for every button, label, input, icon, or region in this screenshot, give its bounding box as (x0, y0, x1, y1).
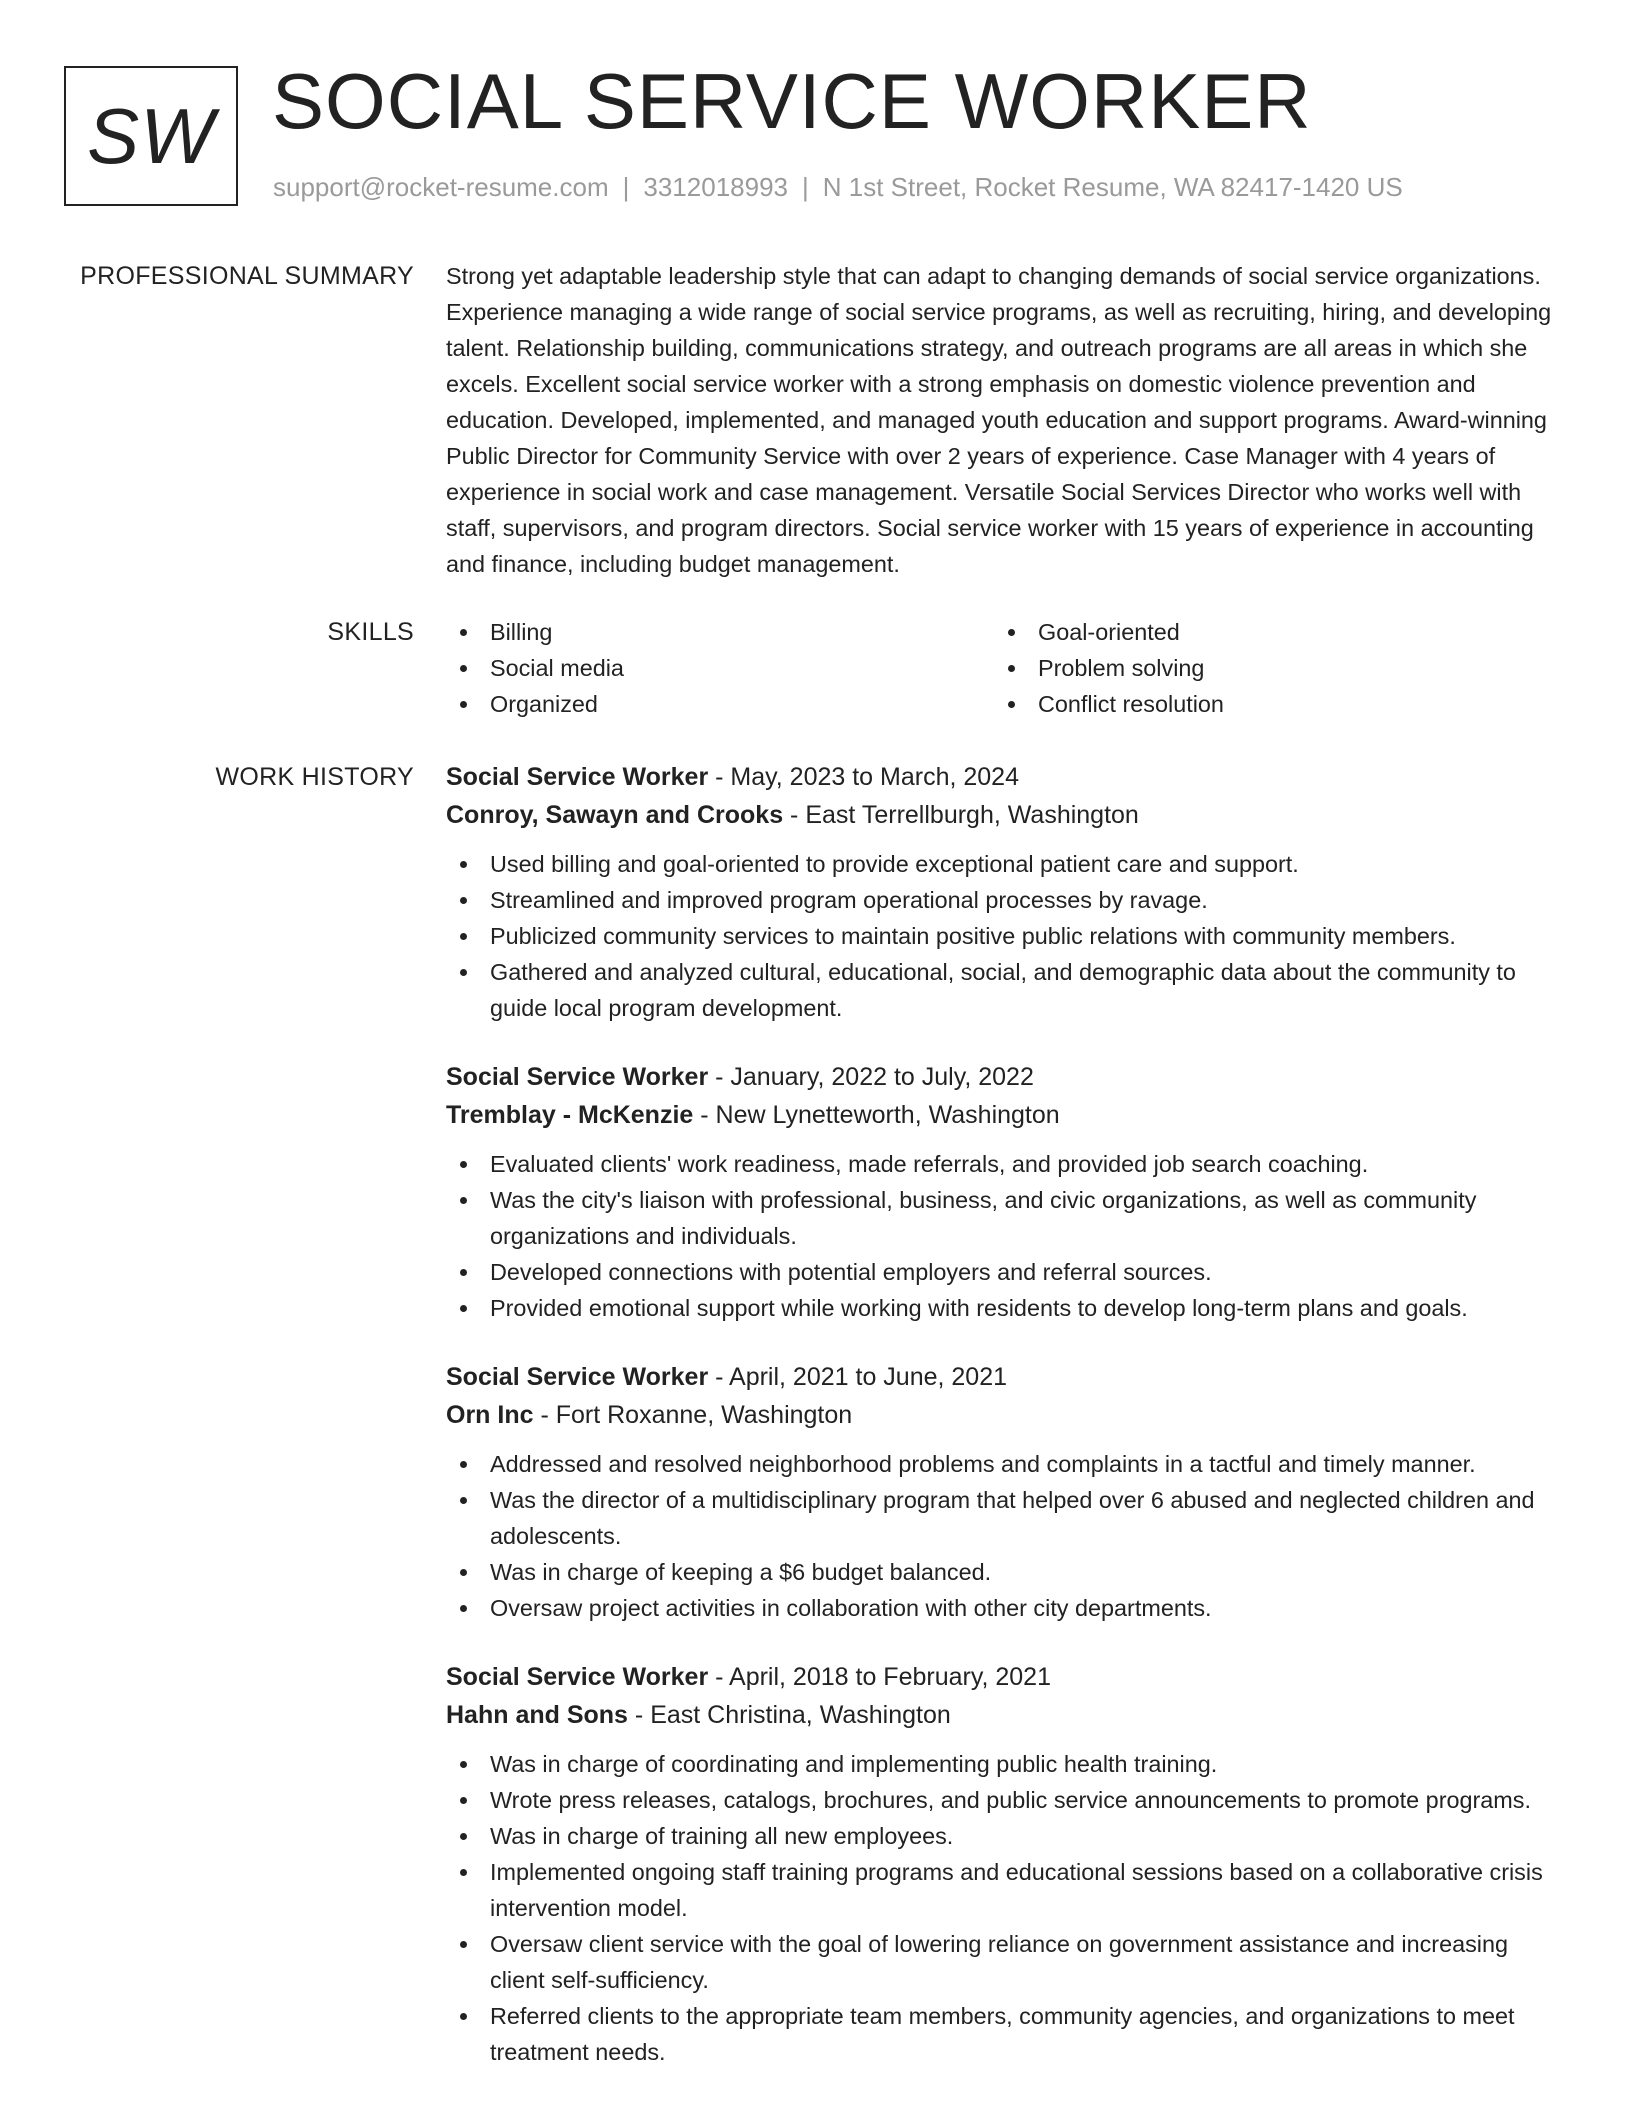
job-location: Fort Roxanne, Washington (555, 1401, 853, 1429)
skill-item: Conflict resolution (994, 686, 1542, 722)
contact-info (273, 172, 1403, 203)
dash: - (783, 801, 806, 829)
dash: - (533, 1401, 556, 1429)
job-company: Hahn and Sons (446, 1701, 628, 1729)
skills-heading: SKILLS (327, 618, 414, 646)
monogram-logo: SW (64, 66, 238, 206)
job-location: New Lynetteworth, Washington (715, 1101, 1060, 1129)
dash: - (708, 1363, 730, 1391)
job-location: East Terrellburgh, Washington (805, 801, 1139, 829)
job-title-line (446, 758, 1566, 796)
dash: - (708, 1663, 730, 1691)
job-bullet: Evaluated clients' work readiness, made referrals, and provided job search coaching. (446, 1146, 1566, 1182)
contact-separator: | (802, 172, 809, 202)
job-company: Conroy, Sawayn and Crooks (446, 801, 784, 829)
job-title: Social Service Worker (446, 1363, 709, 1391)
job-title: Social Service Worker (446, 763, 709, 791)
work-history-heading: WORK HISTORY (215, 763, 414, 791)
job-dates: May, 2023 to March, 2024 (730, 763, 1019, 791)
skills-column-2 (994, 614, 1542, 722)
job-bullet: Implemented ongoing staff training programs and educational sessions based on a collaborative crisis intervention model. (446, 1854, 1566, 1926)
job-bullet: Wrote press releases, catalogs, brochures, and public service announcements to promote programs. (446, 1782, 1566, 1818)
dash: - (693, 1101, 716, 1129)
skills-column-1 (446, 614, 994, 722)
job-bullet: Addressed and resolved neighborhood problems and complaints in a tactful and timely manner. (446, 1446, 1566, 1482)
dash: - (627, 1701, 651, 1729)
resume-header (0, 0, 1632, 230)
job-bullet: Provided emotional support while working with residents to develop long-term plans and goals. (446, 1290, 1566, 1326)
contact-email[interactable]: support@rocket-resume.com (273, 172, 609, 202)
skill-item: Billing (446, 614, 994, 650)
dash: - (708, 763, 731, 791)
job-company: Orn Inc (446, 1401, 534, 1429)
job-bullet: Was the city's liaison with professional, business, and civic organizations, as well as community organizations and individuals. (446, 1182, 1566, 1254)
summary-body (446, 258, 1566, 582)
job-company-line (446, 796, 1566, 834)
job-entry (446, 1058, 1566, 1326)
skill-item: Organized (446, 686, 994, 722)
job-bullet: Was the director of a multidisciplinary program that helped over 6 abused and neglected children and adolescents. (446, 1482, 1566, 1554)
job-bullet: Used billing and goal-oriented to provide exceptional patient care and support. (446, 846, 1566, 882)
job-bullet: Oversaw project activities in collaboration with other city departments. (446, 1590, 1566, 1626)
job-bullet: Gathered and analyzed cultural, educational, social, and demographic data about the community to guide local program development. (446, 954, 1566, 1026)
job-bullet: Referred clients to the appropriate team members, community agencies, and organizations to meet treatment needs. (446, 1998, 1566, 2070)
job-dates: January, 2022 to July, 2022 (730, 1063, 1034, 1091)
contact-address: N 1st Street, Rocket Resume, WA 82417-1420 US (822, 172, 1403, 202)
job-bullet: Streamlined and improved program operational processes by ravage. (446, 882, 1566, 918)
job-bullet: Publicized community services to maintain positive public relations with community members. (446, 918, 1566, 954)
job-title-line (446, 1058, 1566, 1096)
job-bullet: Developed connections with potential employers and referral sources. (446, 1254, 1566, 1290)
job-location: East Christina, Washington (650, 1701, 951, 1729)
job-dates: April, 2021 to June, 2021 (729, 1363, 1008, 1391)
contact-phone[interactable]: 3312018993 (643, 172, 788, 202)
skill-item: Goal-oriented (994, 614, 1542, 650)
skill-item: Social media (446, 650, 994, 686)
job-title-line (446, 1358, 1566, 1396)
job-title: Social Service Worker (446, 1663, 709, 1691)
resume-title: SOCIAL SERVICE WORKER (272, 57, 1312, 145)
job-bullet: Was in charge of keeping a $6 budget balanced. (446, 1554, 1566, 1590)
job-bullets (446, 1446, 1566, 1626)
job-title-line (446, 1658, 1566, 1696)
job-bullet: Was in charge of training all new employees. (446, 1818, 1566, 1854)
skills-grid (446, 614, 1566, 722)
job-dates: April, 2018 to February, 2021 (729, 1663, 1051, 1691)
skill-item: Problem solving (994, 650, 1542, 686)
summary-heading: PROFESSIONAL SUMMARY (80, 262, 414, 290)
job-title: Social Service Worker (446, 1063, 709, 1091)
job-company-line (446, 1696, 1566, 1734)
job-bullets (446, 846, 1566, 1026)
job-company: Tremblay - McKenzie (446, 1101, 694, 1129)
work-history-body (446, 758, 1566, 2102)
skills-body (446, 614, 1566, 722)
job-bullets (446, 1146, 1566, 1326)
job-bullets (446, 1746, 1566, 2070)
summary-text: Strong yet adaptable leadership style that can adapt to changing demands of social service organizations. Experience managing a wide range of social service programs, as well as recruiting, hiring, and developing talent. Relationship building, communications strategy, and outreach programs are all areas in which she excels. Excellent social service worker with a strong emphasis on domestic violence prevention and education. Developed, implemented, and managed youth education and support programs. Award-winning Public Director for Community Service with over 2 years of experience. Case Manager with 4 years of experience in social work and case management. Versatile Social Services Director who works well with staff, supervisors, and program directors. Social service worker with 15 years of experience in accounting and finance, including budget management. (446, 263, 1552, 577)
job-bullet: Oversaw client service with the goal of lowering reliance on government assistance and increasing client self-sufficiency. (446, 1926, 1566, 1998)
job-entry (446, 1358, 1566, 1626)
contact-separator: | (622, 172, 630, 202)
job-company-line (446, 1396, 1566, 1434)
job-bullet: Was in charge of coordinating and implementing public health training. (446, 1746, 1566, 1782)
job-entry (446, 758, 1566, 1026)
dash: - (708, 1063, 731, 1091)
job-company-line (446, 1096, 1566, 1134)
job-entry (446, 1658, 1566, 2070)
